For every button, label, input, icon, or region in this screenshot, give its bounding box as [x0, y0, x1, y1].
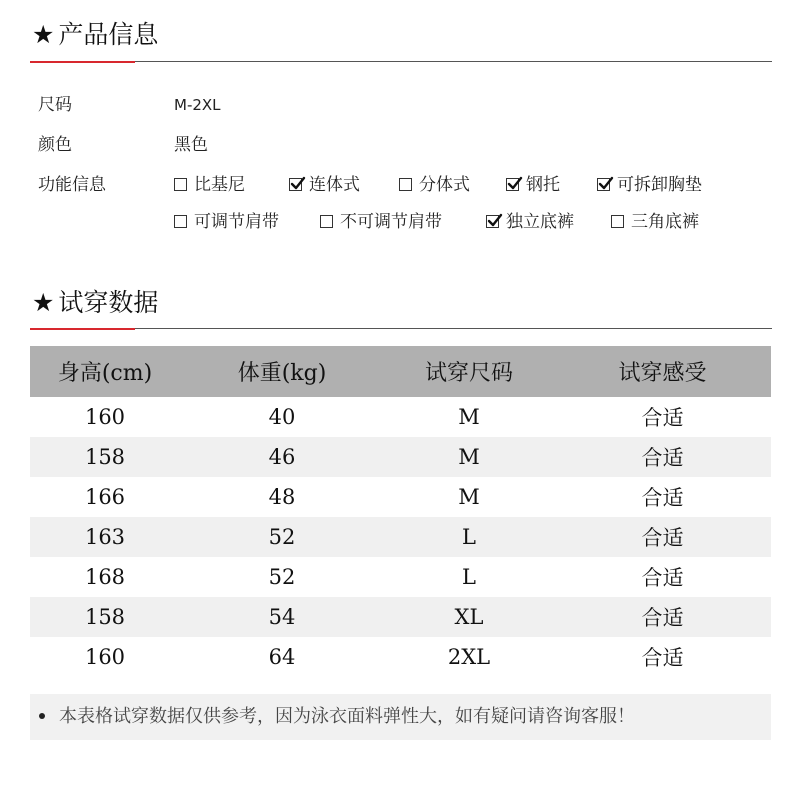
header-weight: 体重(kg)	[180, 346, 384, 397]
cell-height: 163	[30, 517, 180, 557]
color-value: 黑色	[174, 135, 208, 155]
feature-label: 独立底裤	[506, 212, 574, 232]
table-row	[30, 597, 771, 637]
cell-weight: 52	[268, 565, 296, 589]
feature-option[interactable]	[289, 174, 360, 196]
feature-label: 不可调节肩带	[340, 212, 442, 232]
checkbox-checked-icon[interactable]	[597, 178, 610, 191]
bullet-icon	[39, 713, 45, 719]
table-row	[30, 477, 771, 517]
product-info-header	[30, 20, 772, 64]
checkbox-checked-icon[interactable]	[506, 178, 519, 191]
feature-label: 连体式	[309, 175, 360, 195]
checkbox-checked-icon[interactable]	[289, 178, 302, 191]
size-value: M-2XL	[174, 96, 221, 114]
table-row	[30, 557, 771, 597]
checkbox-empty-icon[interactable]	[174, 178, 187, 191]
feature-option[interactable]	[174, 211, 279, 233]
section-accent-bar	[30, 328, 135, 330]
table-row	[30, 517, 771, 557]
trial-data-title	[32, 288, 158, 318]
cell-size: 2XL	[447, 645, 491, 669]
feature-label: 钢托	[526, 175, 560, 195]
cell-size: L	[384, 517, 554, 557]
cell-feeling: 合适	[641, 486, 684, 510]
cell-weight: 40	[268, 405, 296, 429]
product-info-title	[32, 20, 158, 50]
trial-data-header	[30, 288, 772, 332]
cell-height: 158	[30, 437, 180, 477]
disclaimer-note	[30, 694, 771, 740]
features-label: 功能信息	[38, 175, 106, 195]
header-height: 身高(cm)	[30, 346, 180, 397]
cell-feeling: 合适	[641, 566, 684, 590]
cell-feeling: 合适	[641, 646, 684, 670]
feature-option[interactable]	[597, 174, 702, 196]
cell-size: L	[462, 565, 476, 589]
cell-weight: 54	[180, 597, 384, 637]
feature-option[interactable]	[486, 211, 574, 233]
section-divider	[30, 328, 772, 329]
table-row	[30, 437, 771, 477]
cell-feeling: 合适	[554, 437, 771, 477]
header-size: 试穿尺码	[384, 346, 554, 397]
cell-feeling: 合适	[554, 597, 771, 637]
section-accent-bar	[30, 61, 135, 63]
cell-weight: 46	[180, 437, 384, 477]
size-label: 尺码	[38, 95, 72, 115]
cell-size: M	[384, 437, 554, 477]
cell-feeling: 合适	[554, 517, 771, 557]
checkbox-empty-icon[interactable]	[174, 215, 187, 228]
star-icon: ★	[32, 288, 55, 317]
section-divider	[30, 61, 772, 62]
feature-option[interactable]	[611, 211, 699, 233]
header-feeling: 试穿感受	[554, 346, 771, 397]
disclaimer-text: 本表格试穿数据仅供参考，因为泳衣面料弹性大，如有疑问请咨询客服！	[59, 706, 635, 727]
cell-weight: 48	[268, 485, 296, 509]
cell-size: M	[458, 485, 480, 509]
cell-weight: 64	[268, 645, 296, 669]
checkbox-empty-icon[interactable]	[611, 215, 624, 228]
checkbox-empty-icon[interactable]	[399, 178, 412, 191]
product-info-title-text: 产品信息	[58, 20, 159, 49]
color-label: 颜色	[38, 135, 72, 155]
cell-height: 160	[84, 405, 126, 429]
cell-weight: 52	[180, 517, 384, 557]
feature-option[interactable]	[320, 211, 442, 233]
trial-table	[30, 346, 771, 677]
cell-height: 160	[84, 645, 126, 669]
feature-label: 可调节肩带	[194, 212, 279, 232]
cell-size: M	[458, 405, 480, 429]
trial-data-title-text: 试穿数据	[58, 288, 159, 317]
feature-option[interactable]	[399, 174, 470, 196]
cell-height: 158	[30, 597, 180, 637]
table-row	[30, 637, 771, 677]
checkbox-checked-icon[interactable]	[486, 215, 499, 228]
feature-label: 分体式	[419, 175, 470, 195]
cell-height: 166	[84, 485, 126, 509]
cell-size: XL	[384, 597, 554, 637]
feature-option[interactable]	[506, 174, 560, 196]
feature-option[interactable]	[174, 174, 245, 196]
checkbox-empty-icon[interactable]	[320, 215, 333, 228]
star-icon: ★	[32, 20, 55, 49]
cell-height: 168	[84, 565, 126, 589]
table-header-row	[30, 346, 771, 397]
feature-label: 比基尼	[194, 175, 245, 195]
feature-label: 可拆卸胸垫	[617, 175, 702, 195]
cell-feeling: 合适	[641, 406, 684, 430]
table-row	[30, 397, 771, 437]
feature-label: 三角底裤	[631, 212, 699, 232]
